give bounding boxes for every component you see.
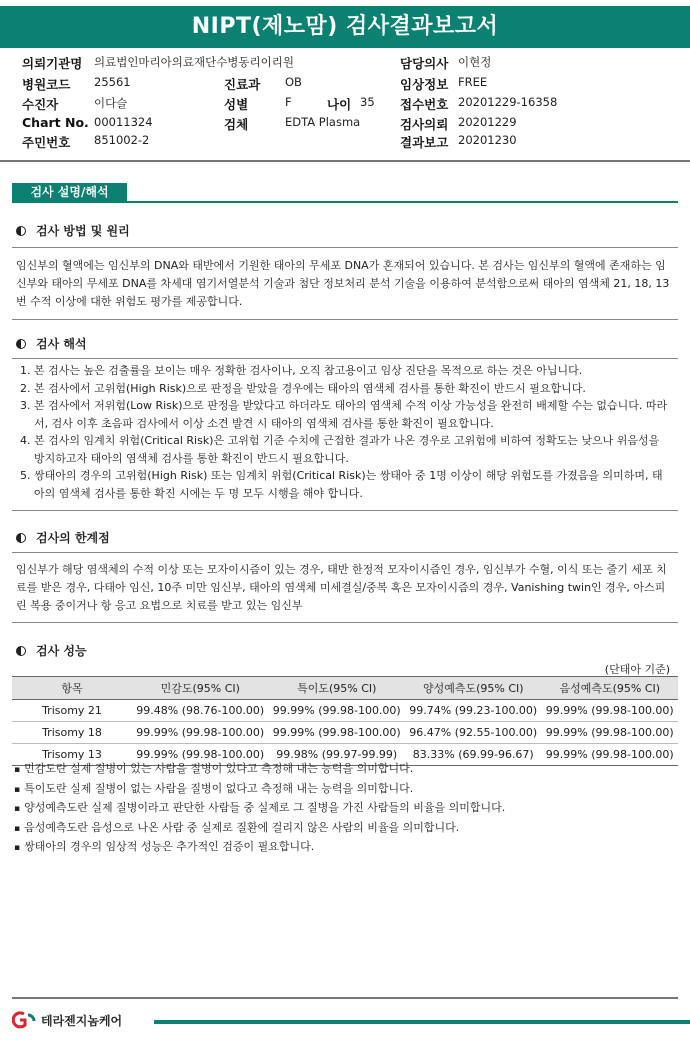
limits-heading-text: 검사의 한계점 bbox=[36, 531, 110, 545]
resident-number-label: 주민번호 bbox=[22, 135, 71, 150]
note-item: ▪ 양성예측도란 실제 질병이라고 판단한 사람들 중 실제로 그 질병을 가진 사람들의 비율을 의미합니다. bbox=[14, 799, 674, 819]
section-tab: 검사 설명/해석 bbox=[12, 183, 127, 202]
section-divider bbox=[12, 201, 678, 203]
column-header: 민감도(95% CI) bbox=[132, 677, 269, 700]
column-header: 특이도(95% CI) bbox=[269, 677, 406, 700]
patient-info bbox=[22, 54, 672, 154]
table-header-row bbox=[12, 677, 678, 700]
method-bottom-divider bbox=[12, 319, 678, 320]
item-text: 본 검사는 높은 검출률을 보이는 매우 정확한 검사이나, 오직 참고용이고 임상 진단을 목적으로 하는 것은 아닙니다. bbox=[34, 364, 583, 377]
info-row-3 bbox=[22, 95, 672, 113]
interpretation-list bbox=[20, 362, 672, 502]
receipt-number-label: 접수번호 bbox=[400, 97, 449, 112]
half-circle-icon bbox=[16, 226, 26, 236]
info-row-4 bbox=[22, 115, 672, 133]
info-row-5 bbox=[22, 133, 672, 151]
request-date-value: 20201229 bbox=[458, 115, 517, 129]
doctor-value: 이현정 bbox=[458, 55, 492, 69]
item-number: 3. bbox=[20, 399, 31, 412]
header-divider bbox=[0, 160, 690, 162]
chart-number-label: Chart No. bbox=[22, 115, 89, 130]
request-date-label: 검사의뢰 bbox=[400, 117, 449, 132]
hospital-code-label: 병원코드 bbox=[22, 77, 71, 92]
method-text: 임신부의 혈액에는 임신부의 DNA와 태반에서 기원한 태아의 무세포 DNA가 혼재되어 있습니다. 본 검사는 임신부의 혈액에 존재하는 임신부와 태아의 무세포 DNA를 차세대 염기서열분석 기술과 첨단 정보처리 분석 기술을 이용하여 분석함으로써 태아의 염색체 21, 18, 13번 수적 이상에 대한 위험도 평가를 제공합니다. bbox=[16, 259, 670, 308]
sex-label: 성별 bbox=[224, 97, 249, 112]
interpretation-heading bbox=[16, 335, 87, 352]
patient-name-label: 수진자 bbox=[22, 97, 59, 112]
table-cell: 99.99% (99.98-100.00) bbox=[542, 700, 679, 722]
table-cell: 99.99% (99.98-100.00) bbox=[132, 744, 269, 766]
performance-table bbox=[12, 676, 678, 766]
performance-heading-text: 검사 성능 bbox=[36, 644, 87, 658]
table-cell: Trisomy 21 bbox=[12, 700, 132, 722]
info-row-2 bbox=[22, 75, 672, 93]
interpretation-heading-text: 검사 해석 bbox=[36, 337, 87, 351]
logo-text: 테라젠지놈케어 bbox=[41, 1014, 123, 1028]
note-item: ▪ 민감도란 실제 질병이 있는 사람을 질병이 있다고 측정해 내는 능력을 의미합니다. bbox=[14, 760, 674, 780]
limits-bottom-divider bbox=[12, 622, 678, 623]
limits-text: 임신부가 해당 염색체의 수적 이상 또는 모자이시즘이 있는 경우, 태반 한정적 모자이시즘인 경우, 임신부가 수혈, 이식 또는 줄기 세포 치료를 받은 경우, 다태아 임신, 10주 미만 임신부, 태아의 염색체 미세결실/중복 혹은 모자이시즘의 경우, Vanishing twin인 경우, 아스피린 복용 중이거나 항 응고 요법으로 치료를 받고 있는 임신부 bbox=[16, 563, 667, 612]
interpretation-item bbox=[20, 467, 672, 502]
item-number: 4. bbox=[20, 434, 31, 447]
item-number: 1. bbox=[20, 364, 31, 377]
resident-number-value: 851002-2 bbox=[94, 133, 150, 147]
table-cell: 99.99% (99.98-100.00) bbox=[269, 722, 406, 744]
doctor-label: 담당의사 bbox=[400, 56, 449, 71]
item-text: 쌍태아의 경우의 고위험(High Risk) 또는 임계치 위험(Critical Risk)는 쌍태아 중 1명 이상이 해당 위험도를 가졌음을 의미하며, 태아의 염색체 검사를 통한 확진 시에는 두 명 모두 시행을 해야 합니다. bbox=[34, 469, 663, 500]
specimen-label: 검체 bbox=[224, 117, 249, 132]
hospital-code-value: 25561 bbox=[94, 75, 131, 89]
footer-accent-bar bbox=[154, 1020, 690, 1024]
item-text: 본 검사에서 고위험(High Risk)으로 판정을 받았을 경우에는 태아의 염색체 검사를 통한 확진이 반드시 필요합니다. bbox=[34, 381, 586, 395]
receipt-number-value: 20201229-16358 bbox=[458, 95, 558, 109]
institution-value: 의료법인마리아의료재단수병동리이리원 bbox=[94, 55, 294, 69]
table-cell: 99.99% (99.98-100.00) bbox=[269, 700, 406, 722]
age-label: 나이 bbox=[327, 97, 352, 112]
table-cell: 99.99% (99.98-100.00) bbox=[132, 722, 269, 744]
table-cell: 99.74% (99.23-100.00) bbox=[405, 700, 542, 722]
half-circle-icon bbox=[16, 646, 26, 656]
chart-number-value: 00011324 bbox=[94, 115, 153, 129]
limits-heading bbox=[16, 529, 110, 546]
company-logo bbox=[12, 1011, 122, 1033]
logo-icon bbox=[12, 1011, 38, 1032]
department-value: OB bbox=[285, 75, 302, 89]
report-title: NIPT(제노맘) 검사결과보고서 bbox=[0, 6, 690, 48]
method-heading bbox=[16, 222, 130, 239]
table-cell: Trisomy 13 bbox=[12, 744, 132, 766]
table-cell: 96.47% (92.55-100.00) bbox=[405, 722, 542, 744]
interpretation-item bbox=[20, 380, 672, 398]
performance-heading bbox=[16, 642, 87, 659]
footer-divider bbox=[12, 997, 678, 999]
table-row bbox=[12, 700, 678, 722]
note-item: ▪ 쌍태아의 경우의 임상적 성능은 추가적인 검증이 필요합니다. bbox=[14, 838, 674, 858]
table-cell: 99.99% (99.98-100.00) bbox=[542, 744, 679, 766]
column-header: 양성예측도(95% CI) bbox=[405, 677, 542, 700]
table-cell: 99.99% (99.98-100.00) bbox=[542, 722, 679, 744]
interpretation-bottom-divider bbox=[12, 510, 678, 511]
age-value: 35 bbox=[360, 95, 375, 109]
sex-value: F bbox=[285, 95, 292, 109]
interpretation-item bbox=[20, 432, 672, 467]
interpretation-item bbox=[20, 362, 672, 380]
item-text: 본 검사의 임계치 위험(Critical Risk)은 고위험 기준 수치에 근접한 결과가 나온 경우로 고위험에 비하여 정확도는 낮으나 위음성을 방지하고자 태아의 염색체 검사를 통한 확진이 반드시 필요합니다. bbox=[34, 434, 660, 465]
item-number: 5. bbox=[20, 469, 31, 482]
item-text: 본 검사에서 저위험(Low Risk)으로 판정을 받았다고 하더라도 태아의 염색체 수적 이상 가능성을 완전히 배제할 수는 없습니다. 따라서, 검사 이후 초음파 검사에서 이상 소견 발견 시 태아의 염색체 검사를 통한 확진이 필요합니다. bbox=[34, 399, 668, 430]
clinical-info-label: 임상정보 bbox=[400, 77, 449, 92]
note-item: ▪ 음성예측도란 음성으로 나온 사람 중 실제로 질환에 걸리지 않은 사람의 비율을 의미합니다. bbox=[14, 819, 674, 839]
half-circle-icon bbox=[16, 533, 26, 543]
table-cell: 99.98% (99.97-99.99) bbox=[269, 744, 406, 766]
department-label: 진료과 bbox=[224, 77, 261, 92]
table-cell: 83.33% (69.99-96.67) bbox=[405, 744, 542, 766]
table-cell: Trisomy 18 bbox=[12, 722, 132, 744]
item-number: 2. bbox=[20, 381, 31, 395]
clinical-info-value: FREE bbox=[458, 75, 488, 89]
report-date-value: 20201230 bbox=[458, 133, 517, 147]
limits-divider bbox=[12, 552, 678, 553]
column-header: 항목 bbox=[12, 677, 132, 700]
unit-note: (단태아 기준) bbox=[604, 663, 670, 676]
performance-notes bbox=[14, 760, 674, 858]
column-header: 음성예측도(95% CI) bbox=[542, 677, 679, 700]
table-cell: 99.48% (98.76-100.00) bbox=[132, 700, 269, 722]
half-circle-icon bbox=[16, 339, 26, 349]
patient-name-value: 이다슬 bbox=[94, 96, 128, 110]
method-heading-text: 검사 방법 및 원리 bbox=[36, 224, 130, 238]
method-divider bbox=[12, 247, 678, 248]
interpretation-item bbox=[20, 397, 672, 432]
table-row bbox=[12, 722, 678, 744]
note-item: ▪ 특이도란 실제 질병이 없는 사람을 질병이 없다고 측정해 내는 능력을 의미합니다. bbox=[14, 780, 674, 800]
report-date-label: 결과보고 bbox=[400, 135, 449, 150]
info-row-1 bbox=[22, 54, 672, 72]
interpretation-divider bbox=[12, 358, 678, 359]
specimen-value: EDTA Plasma bbox=[285, 115, 361, 129]
institution-label: 의뢰기관명 bbox=[22, 56, 83, 71]
